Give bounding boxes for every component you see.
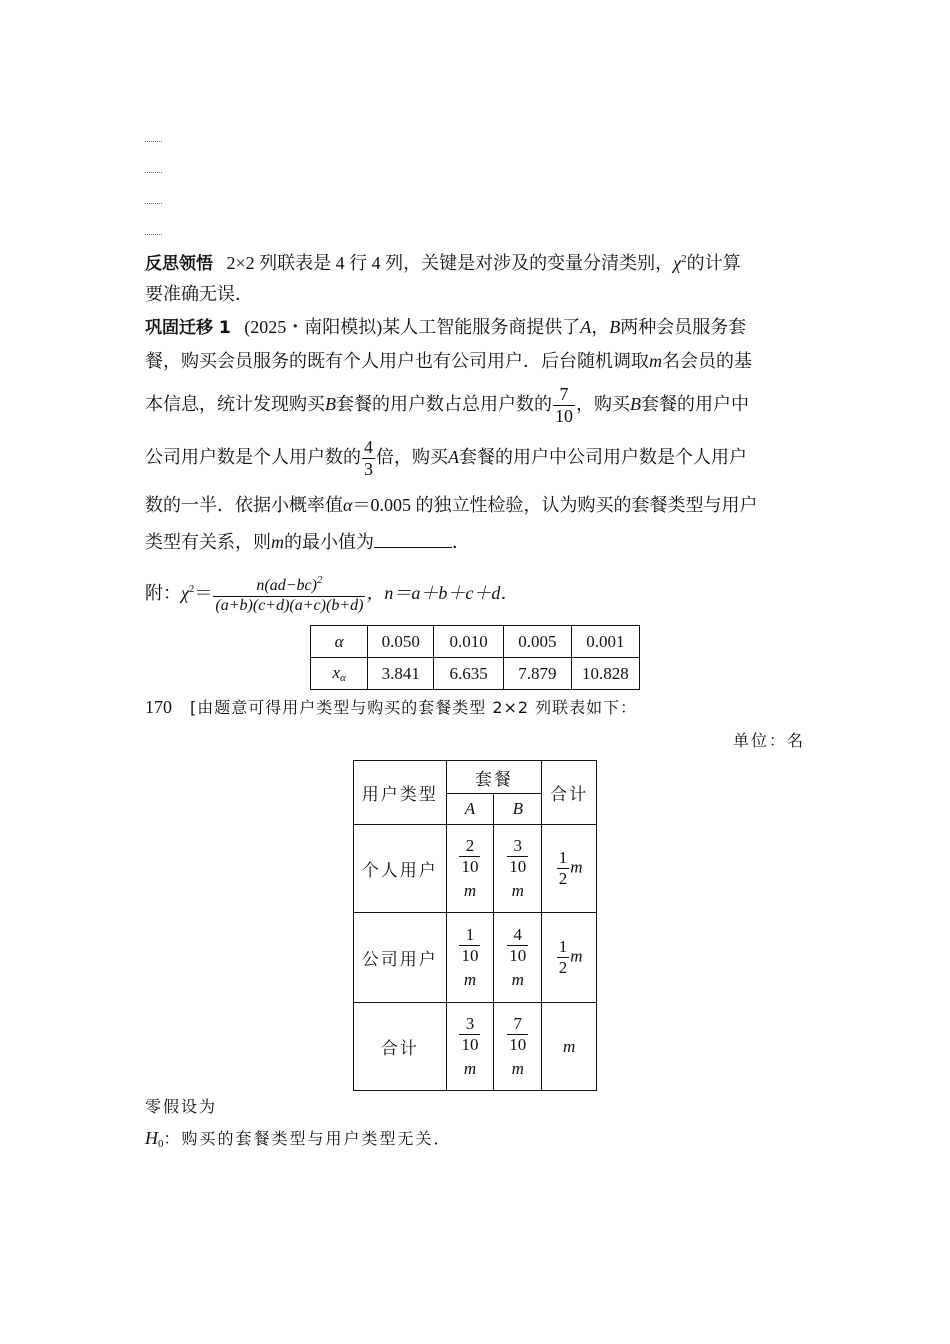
hypothesis-text: ：购买的套餐类型与用户类型无关． [163,1129,452,1148]
table-cell: 6.635 [434,658,504,690]
formula-numerator: n(ad−bc) [256,577,317,595]
problem-text: 餐，购买会员服务的既有个人用户也有公司用户．后台随机调取 [145,351,649,371]
chi-symbol: χ [181,583,189,603]
table-cell: $\frac{7}{10}$ m [494,1003,542,1091]
table-cell: 0.001 [571,626,639,658]
problem-text: ，购买 [576,394,630,414]
problem-label: 巩固迁移 1 [145,318,231,338]
numerator-superscript: 2 [316,574,323,587]
problem-text: 套餐的用户中公司用户数是个人用户 [459,447,747,467]
chi-square-formula [213,575,365,615]
reflection-text-a: 2×2 列联表是 4 行 4 列，关键是对涉及的变量分清类别， [226,253,674,273]
row-label: 个人用户 [354,825,447,913]
problem-line-3 [145,384,810,426]
table-cell: 0.005 [503,626,571,658]
table-cell: $\frac{1}{10}$ m [446,913,494,1003]
answer-line [145,694,810,721]
problem-text: (2025・南阳模拟)某人工智能服务商提供了 [244,317,581,337]
h-subscript: 0 [158,1138,164,1150]
table-cell: $\frac{4}{10}$ m [494,913,542,1003]
var-m: m [649,351,662,371]
reflection-label: 反思领悟 [145,254,213,274]
h-symbol: H [145,1128,158,1148]
var-a: A [580,317,592,337]
fraction-seven-tenths: $\frac{7}{10}$ [555,384,573,427]
table-row [354,913,597,1003]
problem-text: 名会员的基 [662,351,752,371]
reflection-line-2: 要准确无误． [145,284,253,304]
dotted-mark [145,203,162,204]
dotted-mark [145,172,162,173]
problem-text: ． [452,532,470,552]
dotted-mark [145,234,162,235]
problem-text: 类型有关系，则 [145,532,271,552]
critical-value-table [310,625,640,690]
table-row [311,626,640,658]
chi-superscript: 2 [681,253,687,265]
alpha-symbol: α [343,495,353,515]
separator: ， [591,317,610,337]
equals: ＝ [194,583,213,603]
problem-text: 套餐的用户中 [641,394,749,414]
table-cell: m [542,1003,597,1091]
problem-text: 套餐的用户数占总用户数的 [336,394,552,414]
table-cell: $\frac{3}{10}$ m [494,825,542,913]
chi-symbol: χ [673,253,682,273]
var-m: m [271,532,284,552]
table-row [354,1003,597,1091]
dotted-mark [145,141,162,142]
answer-intro: [由题意可得用户类型与购买的套餐类型 2×2 列联表如下： [190,698,638,717]
table-row [354,825,597,913]
var-b: B [325,394,336,414]
formula-denominator: (a+b)(c+d)(a+c)(b+d) [215,596,364,614]
fraction-four-thirds: $\frac{4}{3}$ [364,437,373,480]
var-b: B [630,394,641,414]
formula-prefix: 附： [145,583,181,603]
table-cell: 0.010 [434,626,504,658]
problem-text: 公司用户数是个人用户数的 [145,447,361,467]
table-cell: $\frac{2}{10}$ m [446,825,494,913]
problem-line-2 [145,348,810,374]
formula-tail: ，n＝a＋b＋c＋d． [366,583,519,603]
table-row [311,658,640,690]
header-b: B [494,794,542,825]
problem-text: 本信息，统计发现购买 [145,394,325,414]
table-cell: 0.050 [368,626,434,658]
reflection-line-1 [145,246,810,277]
var-b: B [609,317,621,337]
contingency-table [353,760,597,1091]
unit-label: 单位：名 [732,731,805,750]
hypothesis-line-2 [145,1125,810,1157]
answer-blank [374,527,452,548]
formula-line [145,566,810,616]
table-cell: $\frac{3}{10}$ m [446,1003,494,1091]
problem-text: 倍，购买 [376,447,448,467]
table-row [354,761,597,794]
problem-line-5 [145,492,810,518]
hypothesis-line-1: 零假设为 [145,1097,218,1116]
problem-text: 的最小值为 [284,532,374,552]
row-label: 公司用户 [354,913,447,1003]
reflection-text-b: 的计算 [686,253,741,273]
header-total: 合计 [542,761,597,825]
table-cell: α [311,626,368,658]
table-cell: $\frac{1}{2}$ m [542,825,597,913]
problem-text: ＝0.005 的独立性检验，认为购买的套餐类型与用户 [352,495,758,515]
row-label: 合计 [354,1003,447,1091]
problem-text: 数的一半．依据小概率值 [145,495,343,515]
var-a: A [448,447,459,467]
header-a: A [446,794,494,825]
problem-text: 两种会员服务套 [620,317,747,337]
table-cell: 10.828 [571,658,639,690]
table-cell: $\frac{1}{2}$ m [542,913,597,1003]
problem-line-6 [145,527,810,555]
table-cell: 7.879 [503,658,571,690]
problem-line-4 [145,437,810,479]
answer-value: 170 [145,697,172,717]
header-user-type: 用户类型 [354,761,447,825]
chi-superscript: 2 [188,583,195,595]
table-cell: $x_\alpha$ [311,658,368,690]
header-plan: 套餐 [446,761,542,794]
problem-line-1 [145,314,810,341]
table-cell: 3.841 [368,658,434,690]
